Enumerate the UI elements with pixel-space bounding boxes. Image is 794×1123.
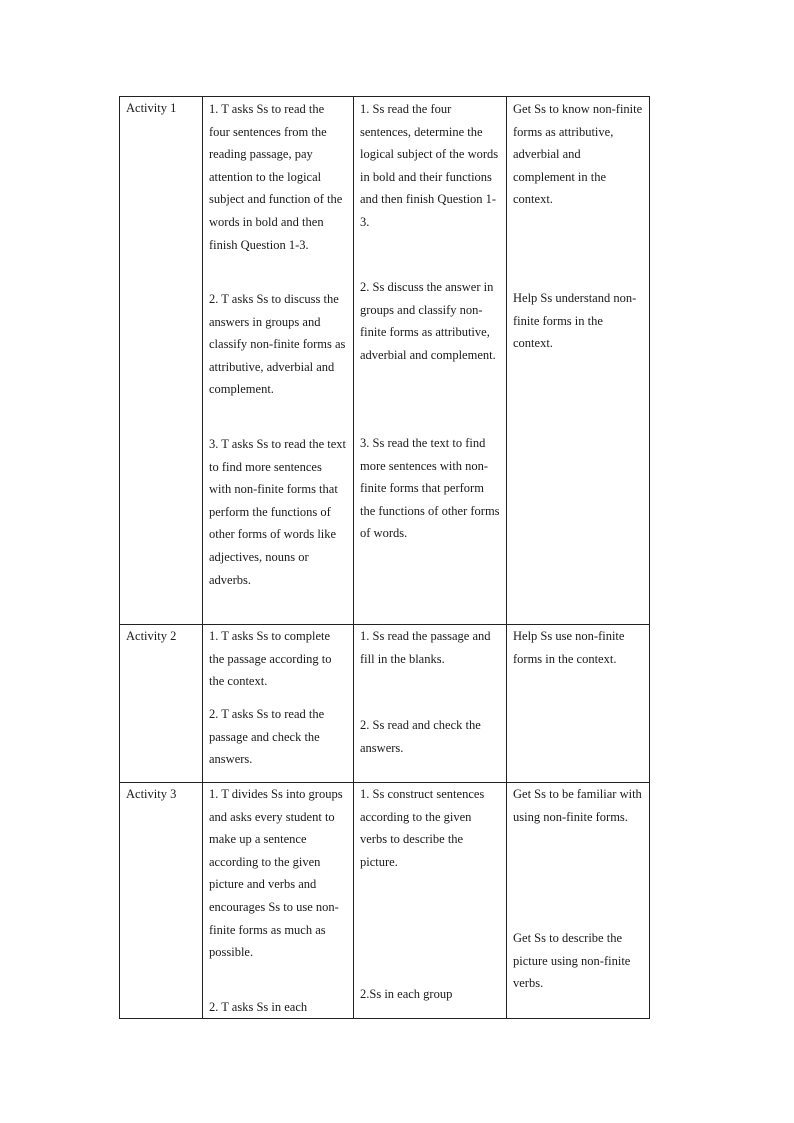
teacher-step-1: 1. T asks Ss to read the four sentences from the reading passage, pay attention to the logical subject and function of the words in bold and then finish Question 1-3. (209, 102, 343, 252)
teacher-step-1: 1. T divides Ss into groups and asks every student to make up a sentence according to the given picture and verbs and encourages Ss to use non-finite forms as much as possible. (209, 787, 343, 960)
purpose-2: Help Ss understand non-finite forms in the context. (513, 291, 637, 351)
student-step-1: 1. Ss read the four sentences, determine the logical subject of the words in bold and their functions and then finish Question 1-3. (360, 102, 499, 229)
activity-label: Activity 1 (126, 101, 177, 115)
table-row-activity-3 (120, 783, 650, 1019)
lesson-plan-table (119, 96, 650, 1019)
purpose-2: Get Ss to describe the picture using non-finite verbs. (513, 931, 631, 991)
activity-label: Activity 3 (126, 787, 177, 801)
purpose-1: Get Ss to be familiar with using non-finite forms. (513, 787, 642, 824)
teacher-step-2: 2. T asks Ss to read the passage and check the answers. (209, 707, 325, 767)
table-row-activity-2 (120, 625, 650, 783)
student-step-1: 1. Ss read the passage and fill in the blanks. (360, 629, 491, 666)
teacher-step-2: 2. T asks Ss to discuss the answers in groups and classify non-finite forms as attributive, adverbial and complement. (209, 292, 346, 397)
purpose-cell (507, 97, 650, 625)
teacher-step-2: 2. T asks Ss in each (209, 1000, 308, 1014)
teacher-activity-cell (203, 783, 354, 1019)
teacher-step-3: 3. T asks Ss to read the text to find more sentences with non-finite forms that perform the functions of other forms of words like adjectives, nouns or adverbs. (209, 437, 347, 587)
table-row-activity-1 (120, 97, 650, 625)
teacher-activity-cell (203, 625, 354, 783)
teacher-activity-cell (203, 97, 354, 625)
activity-label: Activity 2 (126, 629, 177, 643)
student-activity-cell (354, 625, 507, 783)
student-activity-cell (354, 97, 507, 625)
student-step-1: 1. Ss construct sentences according to the given verbs to describe the picture. (360, 787, 485, 869)
student-activity-cell (354, 783, 507, 1019)
student-step-2: 2. Ss discuss the answer in groups and classify non-finite forms as attributive, adverbial and complement. (360, 280, 496, 362)
purpose-1: Get Ss to know non-finite forms as attributive, adverbial and complement in the context. (513, 102, 643, 207)
teacher-step-1: 1. T asks Ss to complete the passage according to the context. (209, 629, 332, 689)
purpose-1: Help Ss use non-finite forms in the context. (513, 629, 625, 666)
student-step-2: 2.Ss in each group (360, 987, 453, 1001)
purpose-cell (507, 783, 650, 1019)
activity-cell (120, 625, 203, 783)
activity-cell (120, 783, 203, 1019)
purpose-cell (507, 625, 650, 783)
student-step-2: 2. Ss read and check the answers. (360, 718, 481, 755)
student-step-3: 3. Ss read the text to find more sentences with non-finite forms that perform the functions of other forms of words. (360, 436, 500, 541)
activity-cell (120, 97, 203, 625)
